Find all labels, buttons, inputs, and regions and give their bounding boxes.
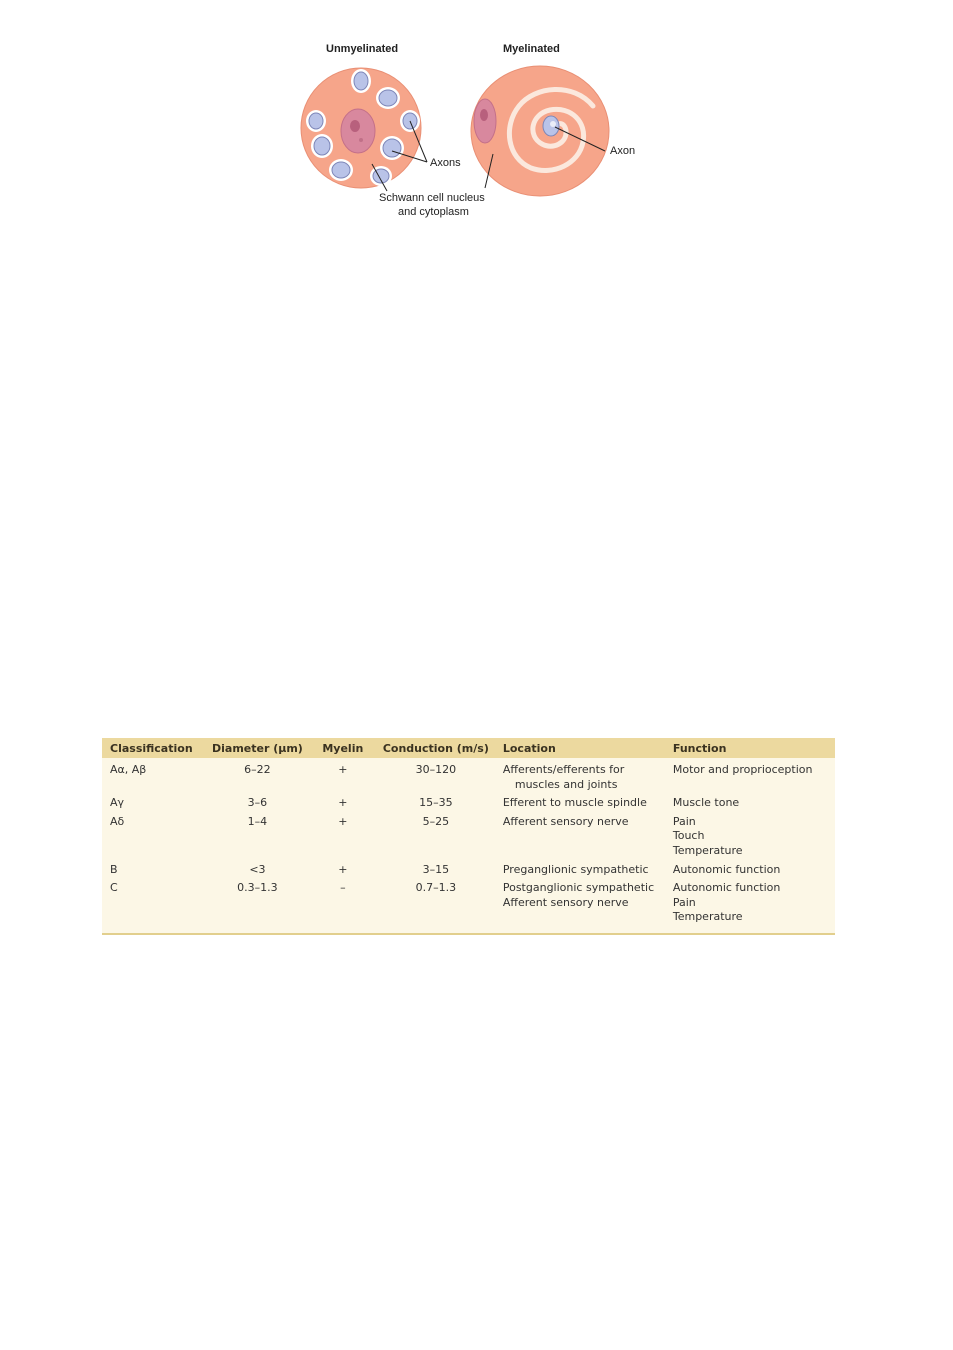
- cell-classification: B: [110, 862, 118, 876]
- location-line: muscles and joints: [514, 777, 618, 791]
- table-body: [102, 758, 835, 934]
- cell-classification: Aδ: [110, 814, 125, 828]
- cell-classification: Aα, Aβ: [110, 763, 147, 776]
- header-classification: Classification: [102, 738, 204, 758]
- header-conduction: Conduction (m/s): [375, 738, 495, 758]
- cell-classification: Aγ: [110, 796, 125, 810]
- cell-diameter: <3: [249, 862, 266, 876]
- cell-myelin: +: [338, 763, 348, 776]
- function-line: Motor and proprioception: [672, 763, 813, 776]
- cell-diameter: 0.3–1.3: [237, 881, 278, 895]
- cell-location: [495, 880, 665, 934]
- unmyelinated-axon: [332, 162, 350, 178]
- table-row: [102, 758, 835, 795]
- cell-conduction: 3–15: [422, 862, 450, 876]
- cell-diameter: 1–4: [247, 814, 268, 828]
- header-diameter: Diameter (µm): [204, 738, 309, 758]
- label-schwann-line2: and cytoplasm: [398, 206, 469, 218]
- location-line: Efferent to muscle spindle: [502, 796, 647, 810]
- cell-location: [495, 814, 665, 862]
- function-line: Touch: [672, 829, 705, 843]
- cell-diameter: 6–22: [244, 763, 271, 776]
- unmyelinated-nucleus: [341, 109, 375, 153]
- cell-classification: C: [110, 881, 118, 895]
- cell-myelin: +: [338, 862, 348, 876]
- label-schwann-line1: Schwann cell nucleus: [379, 192, 485, 204]
- function-line: Pain: [672, 814, 696, 828]
- cell-conduction: 15–35: [419, 796, 453, 810]
- nerve-fiber-figure: [295, 36, 645, 221]
- function-line: Muscle tone: [672, 796, 740, 810]
- myelinated-schwann-cell: [471, 66, 609, 196]
- unmyelinated-axon: [354, 72, 368, 90]
- location-line: Afferent sensory nerve: [502, 895, 629, 909]
- unmyelinated-axon: [379, 90, 397, 106]
- location-line: Afferents/efferents for: [502, 763, 625, 776]
- unmyelinated-schwann-cell: [301, 68, 421, 188]
- cell-myelin: +: [338, 814, 348, 828]
- location-line: Postganglionic sympathetic: [502, 881, 655, 895]
- function-line: Autonomic function: [672, 862, 781, 876]
- cell-conduction: 0.7–1.3: [415, 881, 457, 895]
- label-unmyelinated: Unmyelinated: [326, 43, 399, 55]
- function-line: Temperature: [672, 910, 743, 924]
- header-location: Location: [495, 738, 665, 758]
- cell-diameter: 3–6: [247, 796, 268, 810]
- function-line: Autonomic function: [672, 881, 781, 895]
- myelinated-nucleus: [474, 99, 496, 143]
- cell-conduction: 5–25: [422, 814, 450, 828]
- table-row: [102, 814, 835, 862]
- cell-myelin: +: [338, 796, 348, 810]
- table-header-row: [102, 738, 835, 758]
- cell-location: [495, 758, 665, 795]
- cell-location: [495, 862, 665, 881]
- cell-location: [495, 795, 665, 814]
- cell-myelin: –: [340, 881, 346, 895]
- location-line: Afferent sensory nerve: [502, 814, 629, 828]
- nerve-fiber-classification-table: [102, 738, 835, 935]
- cell-function: [665, 814, 835, 862]
- cell-function: [665, 795, 835, 814]
- header-myelin: Myelin: [309, 738, 375, 758]
- unmyelinated-axon: [314, 137, 330, 155]
- header-function: Function: [665, 738, 835, 758]
- function-line: Temperature: [672, 843, 743, 857]
- label-myelinated: Myelinated: [503, 43, 560, 55]
- table-row: [102, 880, 835, 934]
- label-axons: Axons: [430, 157, 461, 169]
- cell-function: [665, 862, 835, 881]
- cell-function: [665, 758, 835, 795]
- fiber-diagram: [295, 36, 645, 221]
- table-row: [102, 795, 835, 814]
- cell-function: [665, 880, 835, 934]
- label-axon: Axon: [610, 145, 636, 157]
- cell-conduction: 30–120: [415, 763, 457, 776]
- function-line: Pain: [672, 895, 696, 909]
- unmyelinated-axon: [309, 113, 323, 129]
- location-line: Preganglionic sympathetic: [502, 862, 649, 876]
- table-row: [102, 862, 835, 881]
- unmyelinated-axon: [383, 139, 401, 157]
